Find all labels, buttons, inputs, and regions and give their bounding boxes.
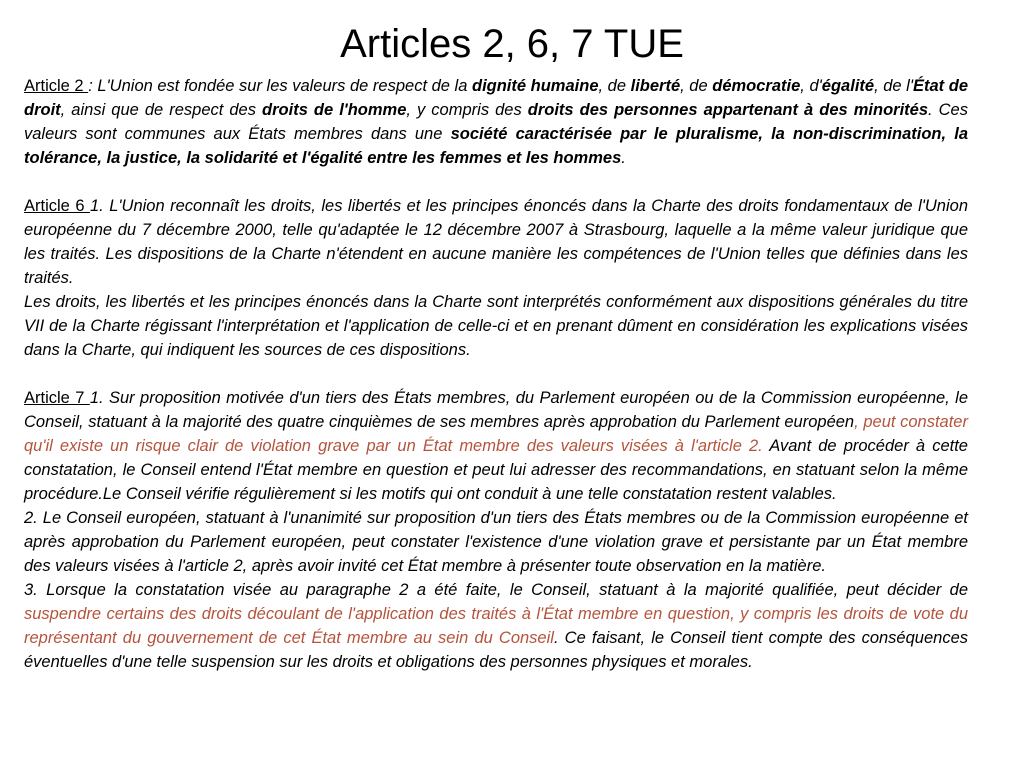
emphasis-egalite: égalité — [821, 77, 875, 95]
emphasis-democratie: démocratie — [712, 77, 801, 95]
article-7-text: Avant de procéder à cette constatation, le Conseil entend l'État membre en question et peut lui adresser des recommandations, en statuant selon la même procédure.Le Conseil vérifie régulièrement si les motifs qui ont conduit à une telle constatation restent valables. — [24, 437, 968, 503]
emphasis-dignite: dignité humaine — [471, 77, 599, 95]
article-7-highlight: , peut constater qu'il existe un risque clair de violation grave par un État membre des valeurs visées à l'article 2. — [24, 413, 968, 455]
paragraph-spacer — [24, 362, 968, 386]
article-6-text: 1. L'Union reconnaît les droits, les libertés et les principes énoncés dans la Charte des droits fondamentaux de l'Union européenne du 7 décembre 2000, telle qu'adaptée le 12 décembre 2007 à Strasbourg, laquelle a la même valeur juridique que les traités. Les dispositions de la Charte n'étendent en aucune manière les compétences de l'Union telles que définies dans les traités. — [24, 197, 968, 287]
article-7-highlight: suspendre certains des droits découlant de l'application des traités à l'État membre en question, y compris les droits de vote du représentant du gouvernement de cet État membre au sein du Conseil — [24, 605, 968, 647]
article-7-text: 3. Lorsque la constatation visée au paragraphe 2 a été faite, le Conseil, statuant à la majorité qualifiée, peut décider de — [24, 581, 968, 599]
article-2-text: , de — [680, 77, 713, 95]
article-6-label: Article 6 — [24, 197, 90, 215]
article-2-text: , ainsi que de respect des — [60, 101, 263, 119]
emphasis-droits-homme: droits de l'homme — [262, 101, 407, 119]
article-7-text: . Ce faisant, le Conseil tient compte des conséquences éventuelles d'une telle suspension sur les droits et obligations des personnes physiques et morales. — [24, 629, 968, 671]
paragraph-spacer — [24, 170, 968, 194]
emphasis-minorites: droits des personnes appartenant à des minorités — [527, 101, 929, 119]
document-body — [24, 74, 968, 674]
article-6-paragraph-2: Les droits, les libertés et les principes énoncés dans la Charte sont interprétés conformément aux dispositions générales du titre VII de la Charte régissant l'interprétation et l'application de celle-ci et en prenant dûment en considération les explications visées dans la Charte, qui indiquent les sources de ces dispositions. — [24, 293, 968, 359]
article-7-paragraph-1 — [24, 386, 968, 506]
article-2-text: , de l' — [874, 77, 913, 95]
article-2-text: . Ces valeurs sont communes aux États membres dans une — [24, 101, 968, 143]
article-2-text: . — [621, 149, 626, 167]
emphasis-societe: société caractérisée par le pluralisme, la non-discrimination, la tolérance, la justice, la solidarité et l'égalité entre les femmes et les hommes — [24, 125, 968, 167]
article-2-text: : L'Union est fondée sur les valeurs de respect de la — [88, 77, 472, 95]
article-7-label: Article 7 — [24, 389, 90, 407]
emphasis-etat-de-droit: État de droit — [24, 77, 969, 119]
emphasis-liberte: liberté — [630, 77, 681, 95]
article-7-paragraph-3 — [24, 578, 968, 674]
article-2-text: , y compris des — [406, 101, 528, 119]
article-7-paragraph-2: 2. Le Conseil européen, statuant à l'unanimité sur proposition d'un tiers des États membres ou de la Commission européenne et après approbation du Parlement européen, peut constater l'existence d'une violation grave et persistante par un État membre des valeurs visées à l'article 2, après avoir invité cet État membre à présenter toute observation en la matière. — [24, 509, 968, 575]
article-2-label: Article 2 — [24, 77, 89, 95]
article-2-text: , de — [598, 77, 631, 95]
article-6-paragraph-1 — [24, 194, 968, 290]
article-2-text: , d' — [800, 77, 822, 95]
article-2-paragraph — [24, 74, 968, 170]
page-title: Articles 2, 6, 7 TUE — [340, 22, 684, 66]
article-7-text: 1. Sur proposition motivée d'un tiers des États membres, du Parlement européen ou de la Commission européenne, le Conseil, statuant à la majorité des quatre cinquièmes de ses membres après approbation du Parlement européen — [24, 389, 968, 431]
